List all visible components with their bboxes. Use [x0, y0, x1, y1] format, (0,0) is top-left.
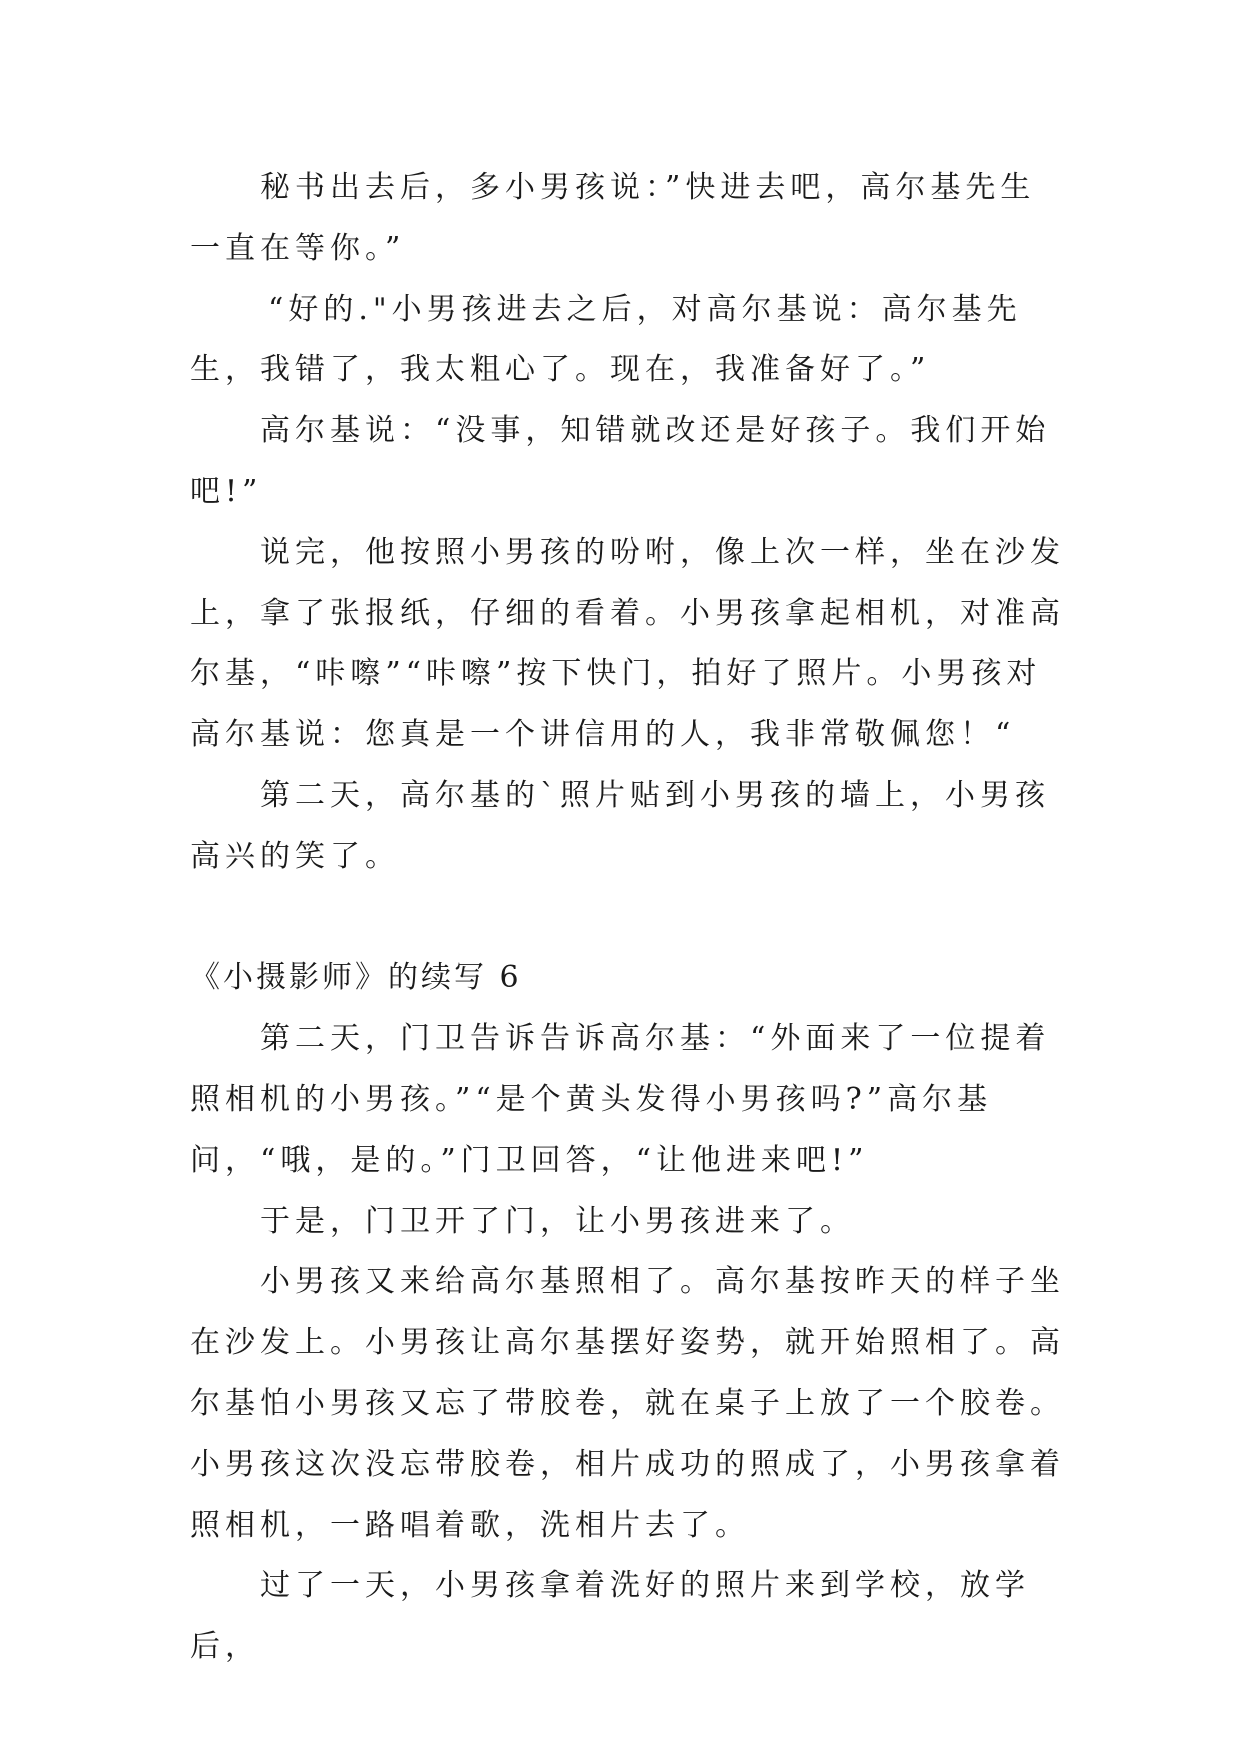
paragraph: “好的."小男孩进去之后，对高尔基说：高尔基先生，我错了，我太粗心了。现在，我准备好了。”	[190, 291, 1022, 388]
paragraph: 过了一天，小男孩拿着洗好的照片来到学校，放学后，	[190, 1568, 1030, 1665]
paragraph: 说完，他按照小男孩的吩咐，像上次一样，坐在沙发上，拿了张报纸，仔细的看着。小男孩拿起相机，对准高尔基，“咔嚓”“咔嚓”按下快门，拍好了照片。小男孩对高尔基说：您真是一个讲信用的人，我非常敬佩您！“	[190, 534, 1065, 753]
section-heading: 《小摄影师》的续写 6	[190, 960, 522, 996]
paragraph: 高尔基说：“没事，知错就改还是好孩子。我们开始吧!”	[190, 413, 1051, 509]
document-body	[190, 158, 1070, 1678]
paragraph: 第二天，高尔基的`照片贴到小男孩的墙上，小男孩高兴的笑了。	[190, 777, 1050, 874]
paragraph: 小男孩又来给高尔基照相了。高尔基按昨天的样子坐在沙发上。小男孩让高尔基摆好姿势，就开始照相了。高尔基怕小男孩又忘了带胶卷，就在桌子上放了一个胶卷。小男孩这次没忘带胶卷，相片成功的照成了，小男孩拿着照相机，一路唱着歌，洗相片去了。	[190, 1264, 1065, 1543]
paragraph: 第二天，门卫告诉告诉高尔基：“外面来了一位提着照相机的小男孩。”“是个黄头发得小男孩吗?”高尔基问，“哦，是的。”门卫回答，“让他进来吧!”	[190, 1021, 1051, 1178]
paragraph: 于是，门卫开了门，让小男孩进来了。	[260, 1203, 855, 1239]
paragraph: 秘书出去后，多小男孩说：”快进去吧，高尔基先生一直在等你。”	[190, 170, 1036, 266]
